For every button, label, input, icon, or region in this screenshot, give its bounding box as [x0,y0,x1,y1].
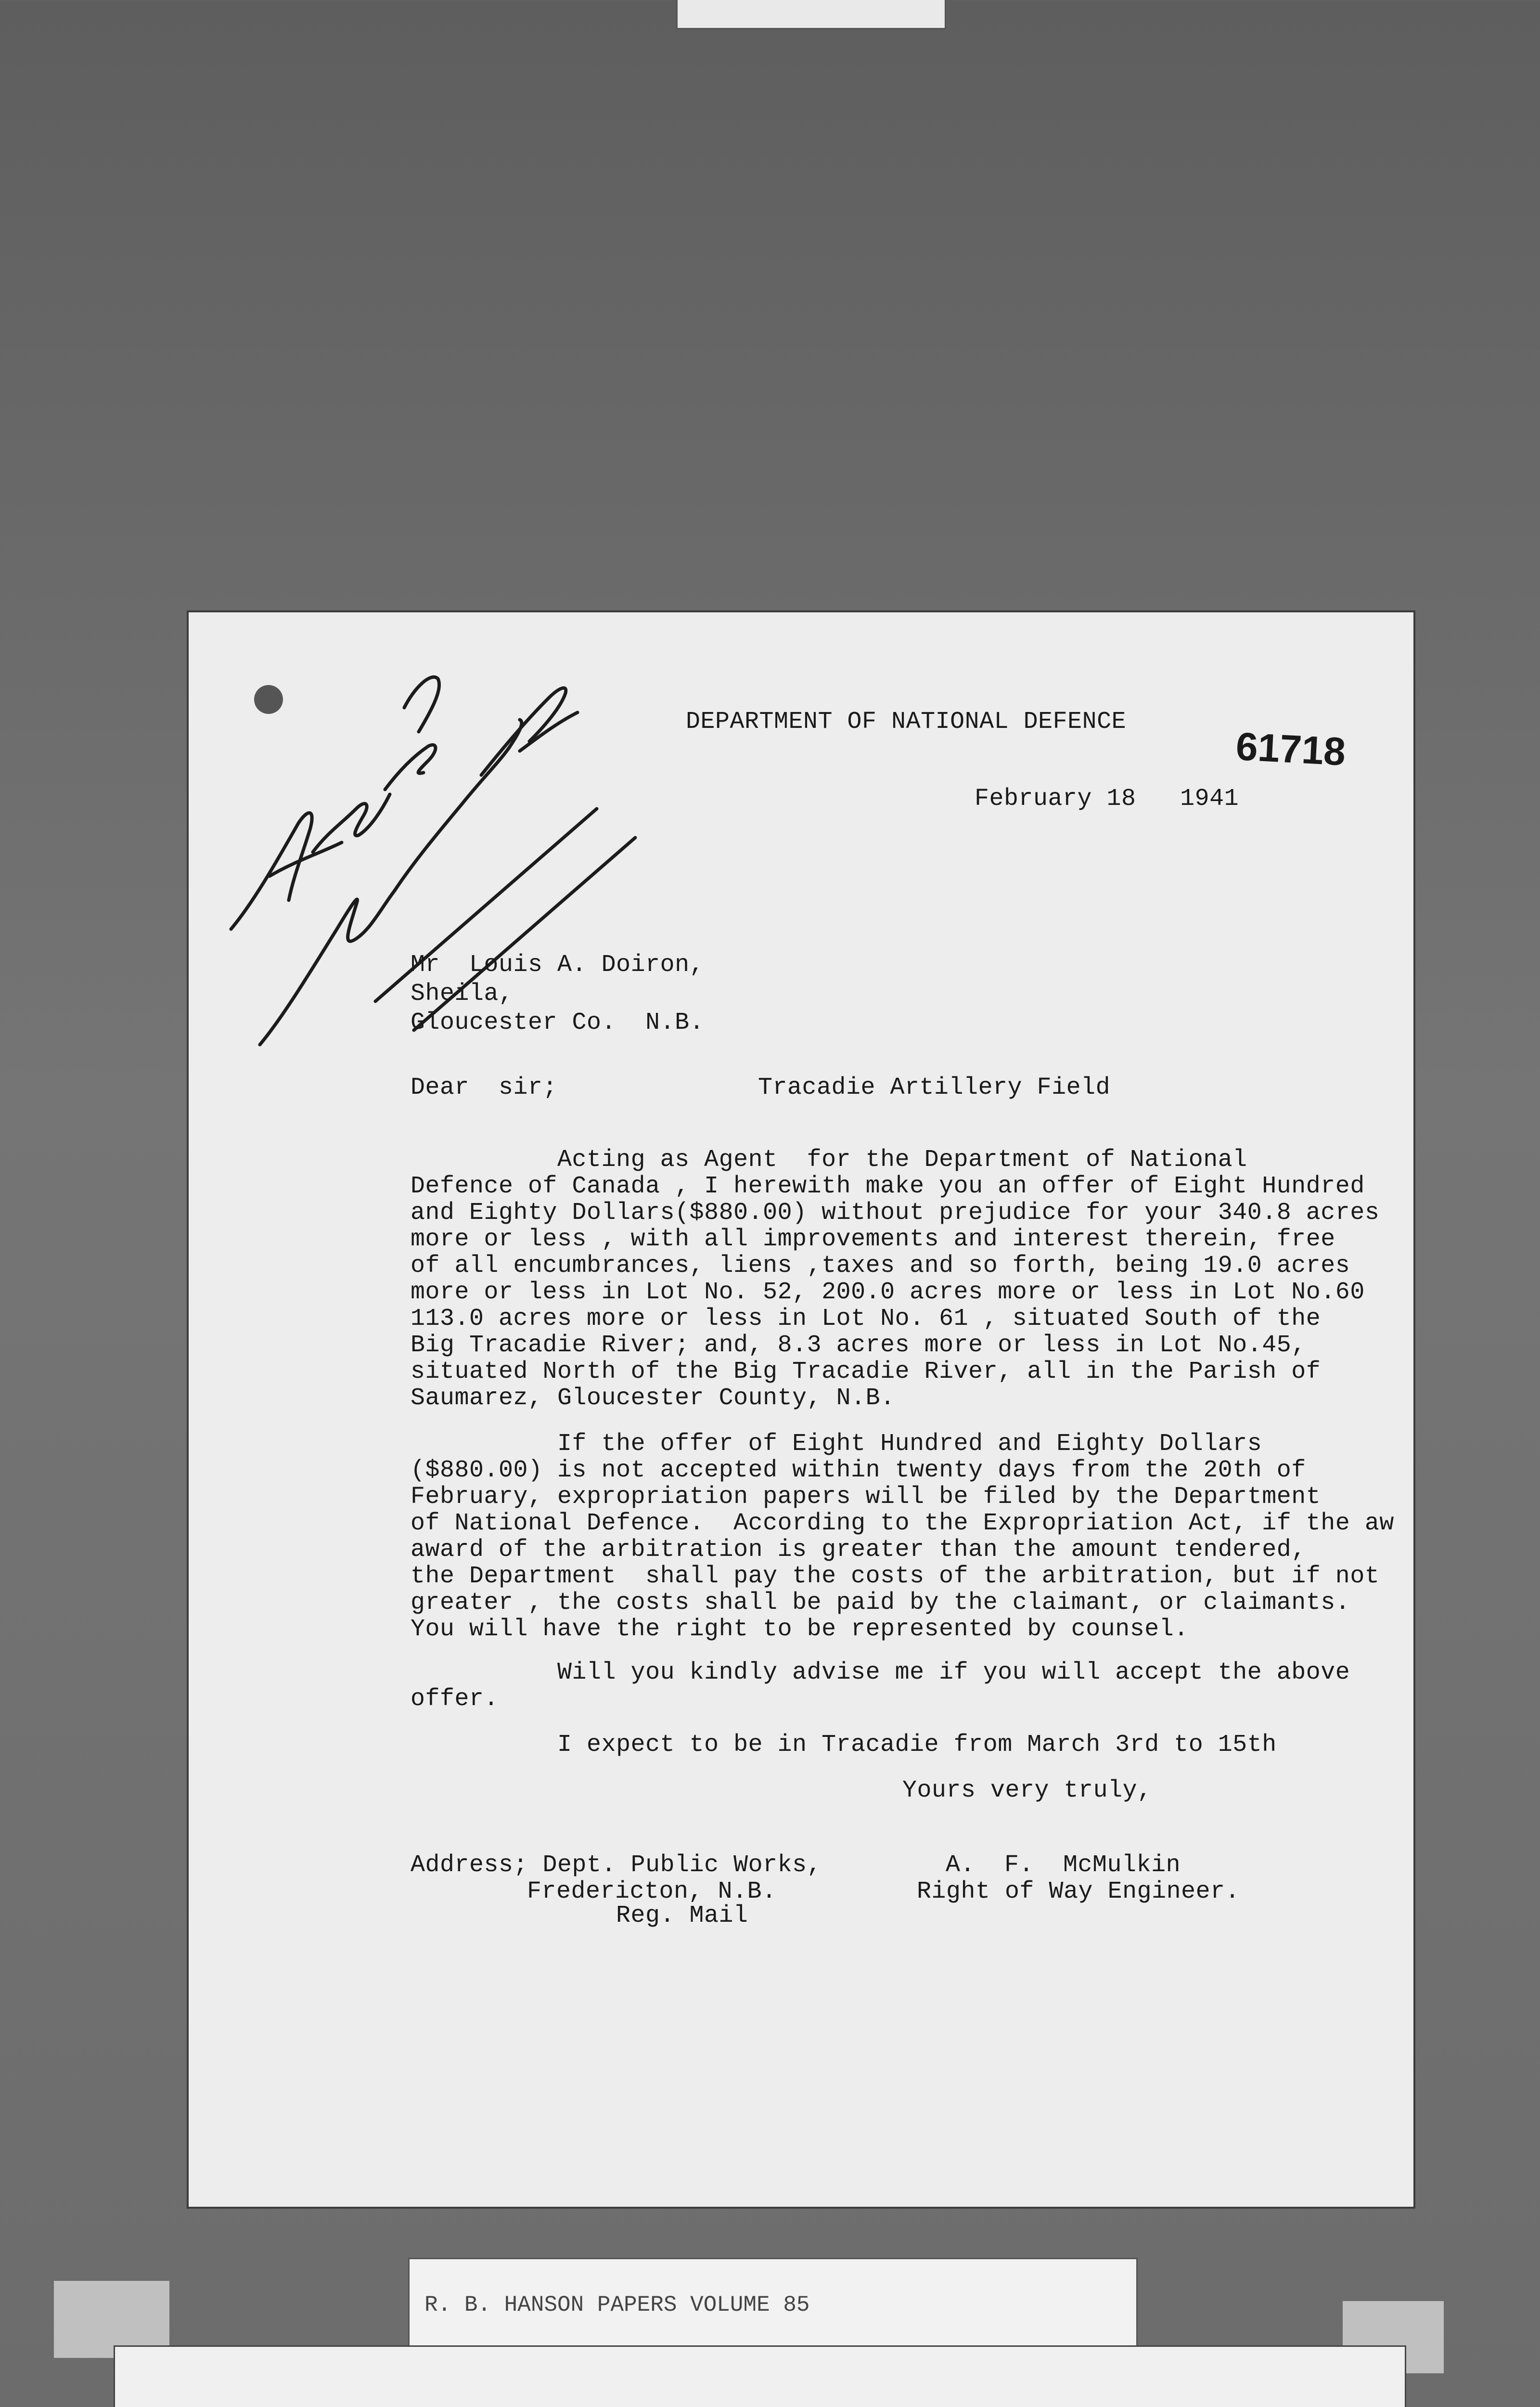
body-line: Will you kindly advise me if you will accept the above [411,1659,1350,1686]
return-address-line: Reg. Mail [616,1902,748,1929]
signer-title: Right of Way Engineer. [917,1878,1240,1905]
body-line: the Department shall pay the costs of the arbitration, but if not [411,1563,1380,1590]
signer-name: A. F. McMulkin [946,1851,1181,1879]
return-address-line: Address; Dept. Public Works, [411,1851,822,1879]
body-line: Big Tracadie River; and, 8.3 acres more or less in Lot No.45, [411,1332,1306,1359]
archives-card [114,2345,1406,2407]
body-line: I expect to be in Tracadie from March 3rd to 15th [411,1731,1277,1759]
body-line: of National Defence. According to the Expropriation Act, if the aw [411,1510,1394,1537]
letter-date: February 18 1941 [975,785,1239,813]
body-line: February, expropriation papers will be filed by the Department [411,1483,1321,1511]
body-line: Saumarez, Gloucester County, N.B. [411,1385,895,1412]
top-paper-tab [676,0,946,29]
body-line: more or less in Lot No. 52, 200.0 acres more or less in Lot No.60 [411,1279,1365,1306]
body-line: ($880.00) is not accepted within twenty days from the 20th of [411,1457,1306,1484]
closing: Yours very truly, [902,1777,1152,1804]
recipient-name: Mr Louis A. Doiron, [411,951,705,979]
salutation: Dear sir; [411,1074,558,1101]
body-line: If the offer of Eight Hundred and Eighty Dollars [411,1430,1262,1458]
body-line: award of the arbitration is greater than the amount tendered, [411,1536,1306,1564]
body-line: offer. [411,1685,499,1713]
body-line: 113.0 acres more or less in Lot No. 61 , situated South of the [411,1305,1321,1333]
body-line: of all encumbrances, liens ,taxes and so forth, being 19.0 acres [411,1252,1350,1280]
document-number: 61718 [1234,725,1347,774]
body-line: Acting as Agent for the Department of National [411,1146,1247,1174]
return-address-line: Fredericton, N.B. [527,1878,777,1905]
recipient-place: Sheila, [411,980,513,1008]
body-line: Defence of Canada , I herewith make you an offer of Eight Hundred [411,1173,1365,1200]
department-heading: DEPARTMENT OF NATIONAL DEFENCE [686,708,1127,736]
volume-label-text: R. B. HANSON PAPERS VOLUME 85 [424,2292,810,2317]
body-line: more or less , with all improvements and interest therein, free [411,1226,1335,1253]
subject-line: Tracadie Artillery Field [758,1074,1111,1101]
body-line: greater , the costs shall be paid by the claimant, or claimants. [411,1589,1350,1617]
body-line: You will have the right to be represented by counsel. [411,1616,1189,1643]
body-line: situated North of the Big Tracadie River, all in the Parish of [411,1358,1321,1385]
recipient-county: Gloucester Co. N.B. [411,1009,705,1036]
body-line: and Eighty Dollars($880.00) without prejudice for your 340.8 acres [411,1199,1380,1227]
